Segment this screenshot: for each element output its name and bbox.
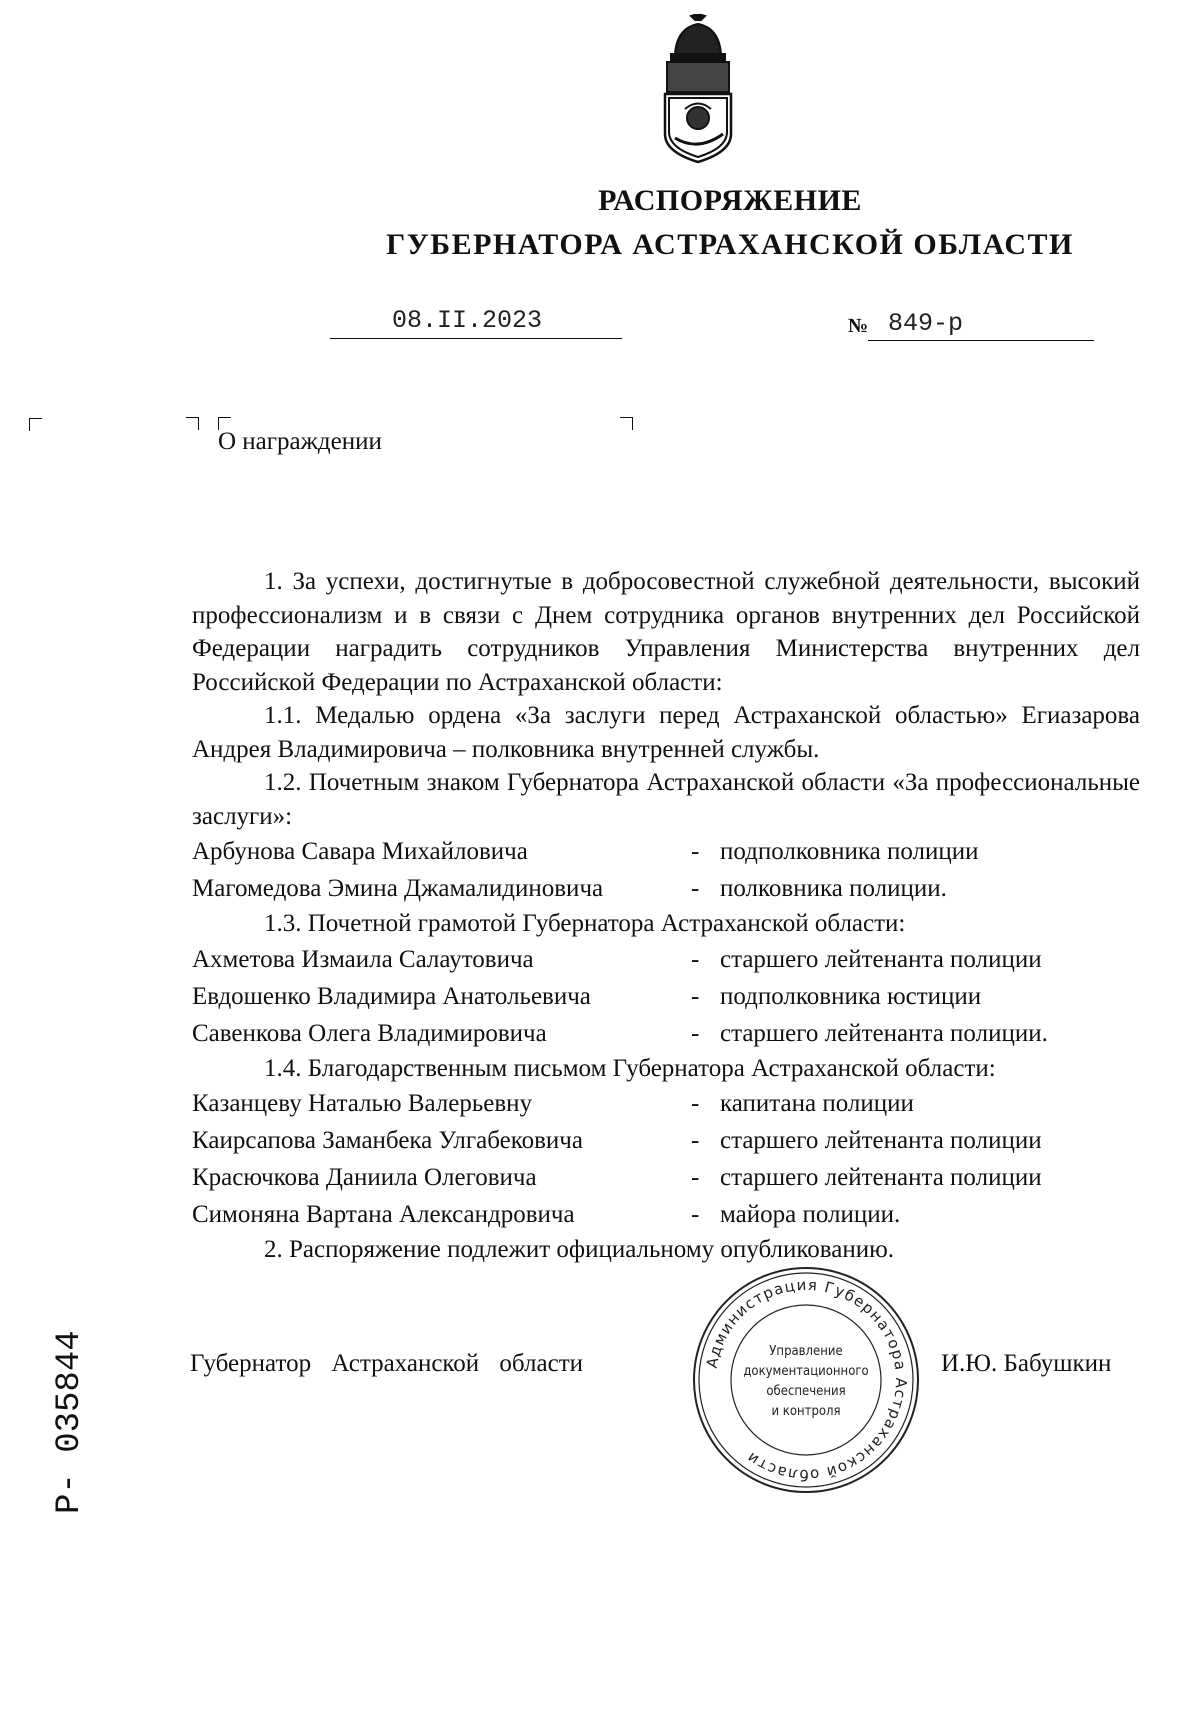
signatory-name: И.Ю. Бабушкин	[941, 1350, 1112, 1377]
awardee-name: Каирсапова Заманбека Улгабековича	[192, 1127, 583, 1154]
awardee-list-1-4	[192, 1085, 1140, 1233]
awardee-row	[192, 1196, 1140, 1233]
issuer-title: ГУБЕРНАТОРА АСТРАХАНСКОЙ ОБЛАСТИ	[386, 228, 1074, 261]
awardee-rank: капитана полиции	[720, 1090, 914, 1117]
document-body	[192, 565, 1140, 1267]
left-corner-mark	[29, 418, 42, 431]
awardee-rank: старшего лейтенанта полиции	[720, 1127, 1042, 1154]
stamp-center-line: документационного	[743, 1364, 869, 1379]
awardee-name: Магомедова Эмина Джамалидиновича	[192, 875, 604, 902]
subject-corner-mark-c	[620, 417, 633, 430]
stamp-ring-text: Администрация Губернатора Астраханской области	[702, 1275, 911, 1485]
subject-corner-mark-a	[186, 417, 199, 430]
document-subject: О награждении	[218, 428, 382, 455]
awardee-dash: -	[691, 1019, 700, 1047]
awardee-list-1-2	[192, 833, 1140, 907]
registration-number: Р- 035844	[51, 1330, 89, 1514]
document-date: 08.II.2023	[392, 306, 543, 335]
awardee-row	[192, 1122, 1140, 1159]
date-underline	[330, 338, 622, 339]
awardee-rank: подполковника юстиции	[720, 982, 982, 1010]
document-type-title: РАСПОРЯЖЕНИЕ	[598, 184, 862, 217]
document-number: 849-р	[888, 309, 964, 338]
awardee-row	[192, 941, 1140, 978]
awardee-list-1-3	[192, 941, 1140, 1052]
awardee-row	[192, 1159, 1140, 1196]
awardee-dash: -	[691, 1201, 700, 1228]
awardee-rank: старшего лейтенанта полиции	[720, 1164, 1042, 1191]
awardee-name: Казанцеву Наталью Валерьевну	[192, 1090, 533, 1117]
awardee-row	[192, 870, 1140, 907]
awardee-rank: полковника полиции.	[720, 875, 947, 902]
awardee-row	[192, 1085, 1140, 1122]
awardee-name: Ахметова Измаила Салаутовича	[192, 945, 534, 973]
awardee-rank: майора полиции.	[720, 1201, 901, 1228]
signatory-post: Губернатор Астраханской области	[190, 1350, 584, 1377]
paragraph-item-1-3: 1.3. Почетной грамотой Губернатора Астраханской области:	[264, 910, 906, 937]
awardee-dash: -	[691, 1127, 700, 1154]
awardee-rank: подполковника полиции	[720, 838, 979, 865]
stamp-center-line: Управление	[769, 1344, 843, 1359]
number-underline	[868, 340, 1094, 341]
awardee-name: Арбунова Савара Михайловича	[192, 838, 528, 865]
stamp-center-line: обеспечения	[766, 1384, 846, 1399]
awardee-dash: -	[691, 945, 700, 973]
number-label: №	[848, 315, 869, 337]
stamp-center-line: и контроля	[771, 1404, 841, 1419]
awardee-dash: -	[691, 838, 700, 865]
awardee-dash: -	[691, 1090, 700, 1117]
paragraph-item-2: 2. Распоряжение подлежит официальному опубликованию.	[264, 1236, 895, 1263]
paragraph-item-1-4: 1.4. Благодарственным письмом Губернатора Астраханской области:	[264, 1054, 996, 1082]
awardee-name: Симоняна Вартана Александровича	[192, 1201, 575, 1228]
awardee-name: Евдошенко Владимира Анатольевича	[192, 982, 591, 1010]
awardee-dash: -	[691, 1164, 700, 1191]
awardee-dash: -	[691, 875, 700, 902]
svg-text:Администрация Губернатора Астр	[703, 1276, 910, 1484]
paragraph-item-1-1: 1.1. Медалью ордена «За заслуги перед Астраханской областью» Егиазарова Андрея Владимировича – полковника внутренней службы.	[192, 702, 1140, 763]
paragraph-intro: 1. За успехи, достигнутые в добросовестной служебной деятельности, высокий профессионализм и в связи с Днем сотрудника органов внутренних дел Российской Федерации наградить сотрудников Управления Министерства внутренних дел Российской Федерации по Астраханской области:	[192, 568, 1140, 696]
paragraph-item-1-2: 1.2. Почетным знаком Губернатора Астраханской области «За профессиональные заслуги»:	[192, 769, 1140, 830]
awardee-rank: старшего лейтенанта полиции.	[720, 1019, 1048, 1047]
awardee-name: Красючкова Даниила Олеговича	[192, 1164, 537, 1191]
coat-of-arms-emblem	[655, 14, 741, 164]
awardee-rank: старшего лейтенанта полиции	[720, 945, 1042, 973]
awardee-row	[192, 833, 1140, 870]
awardee-name: Савенкова Олега Владимировича	[192, 1019, 547, 1047]
official-stamp	[691, 1265, 921, 1495]
awardee-row	[192, 1015, 1140, 1052]
awardee-dash: -	[691, 982, 700, 1010]
awardee-row	[192, 978, 1140, 1015]
